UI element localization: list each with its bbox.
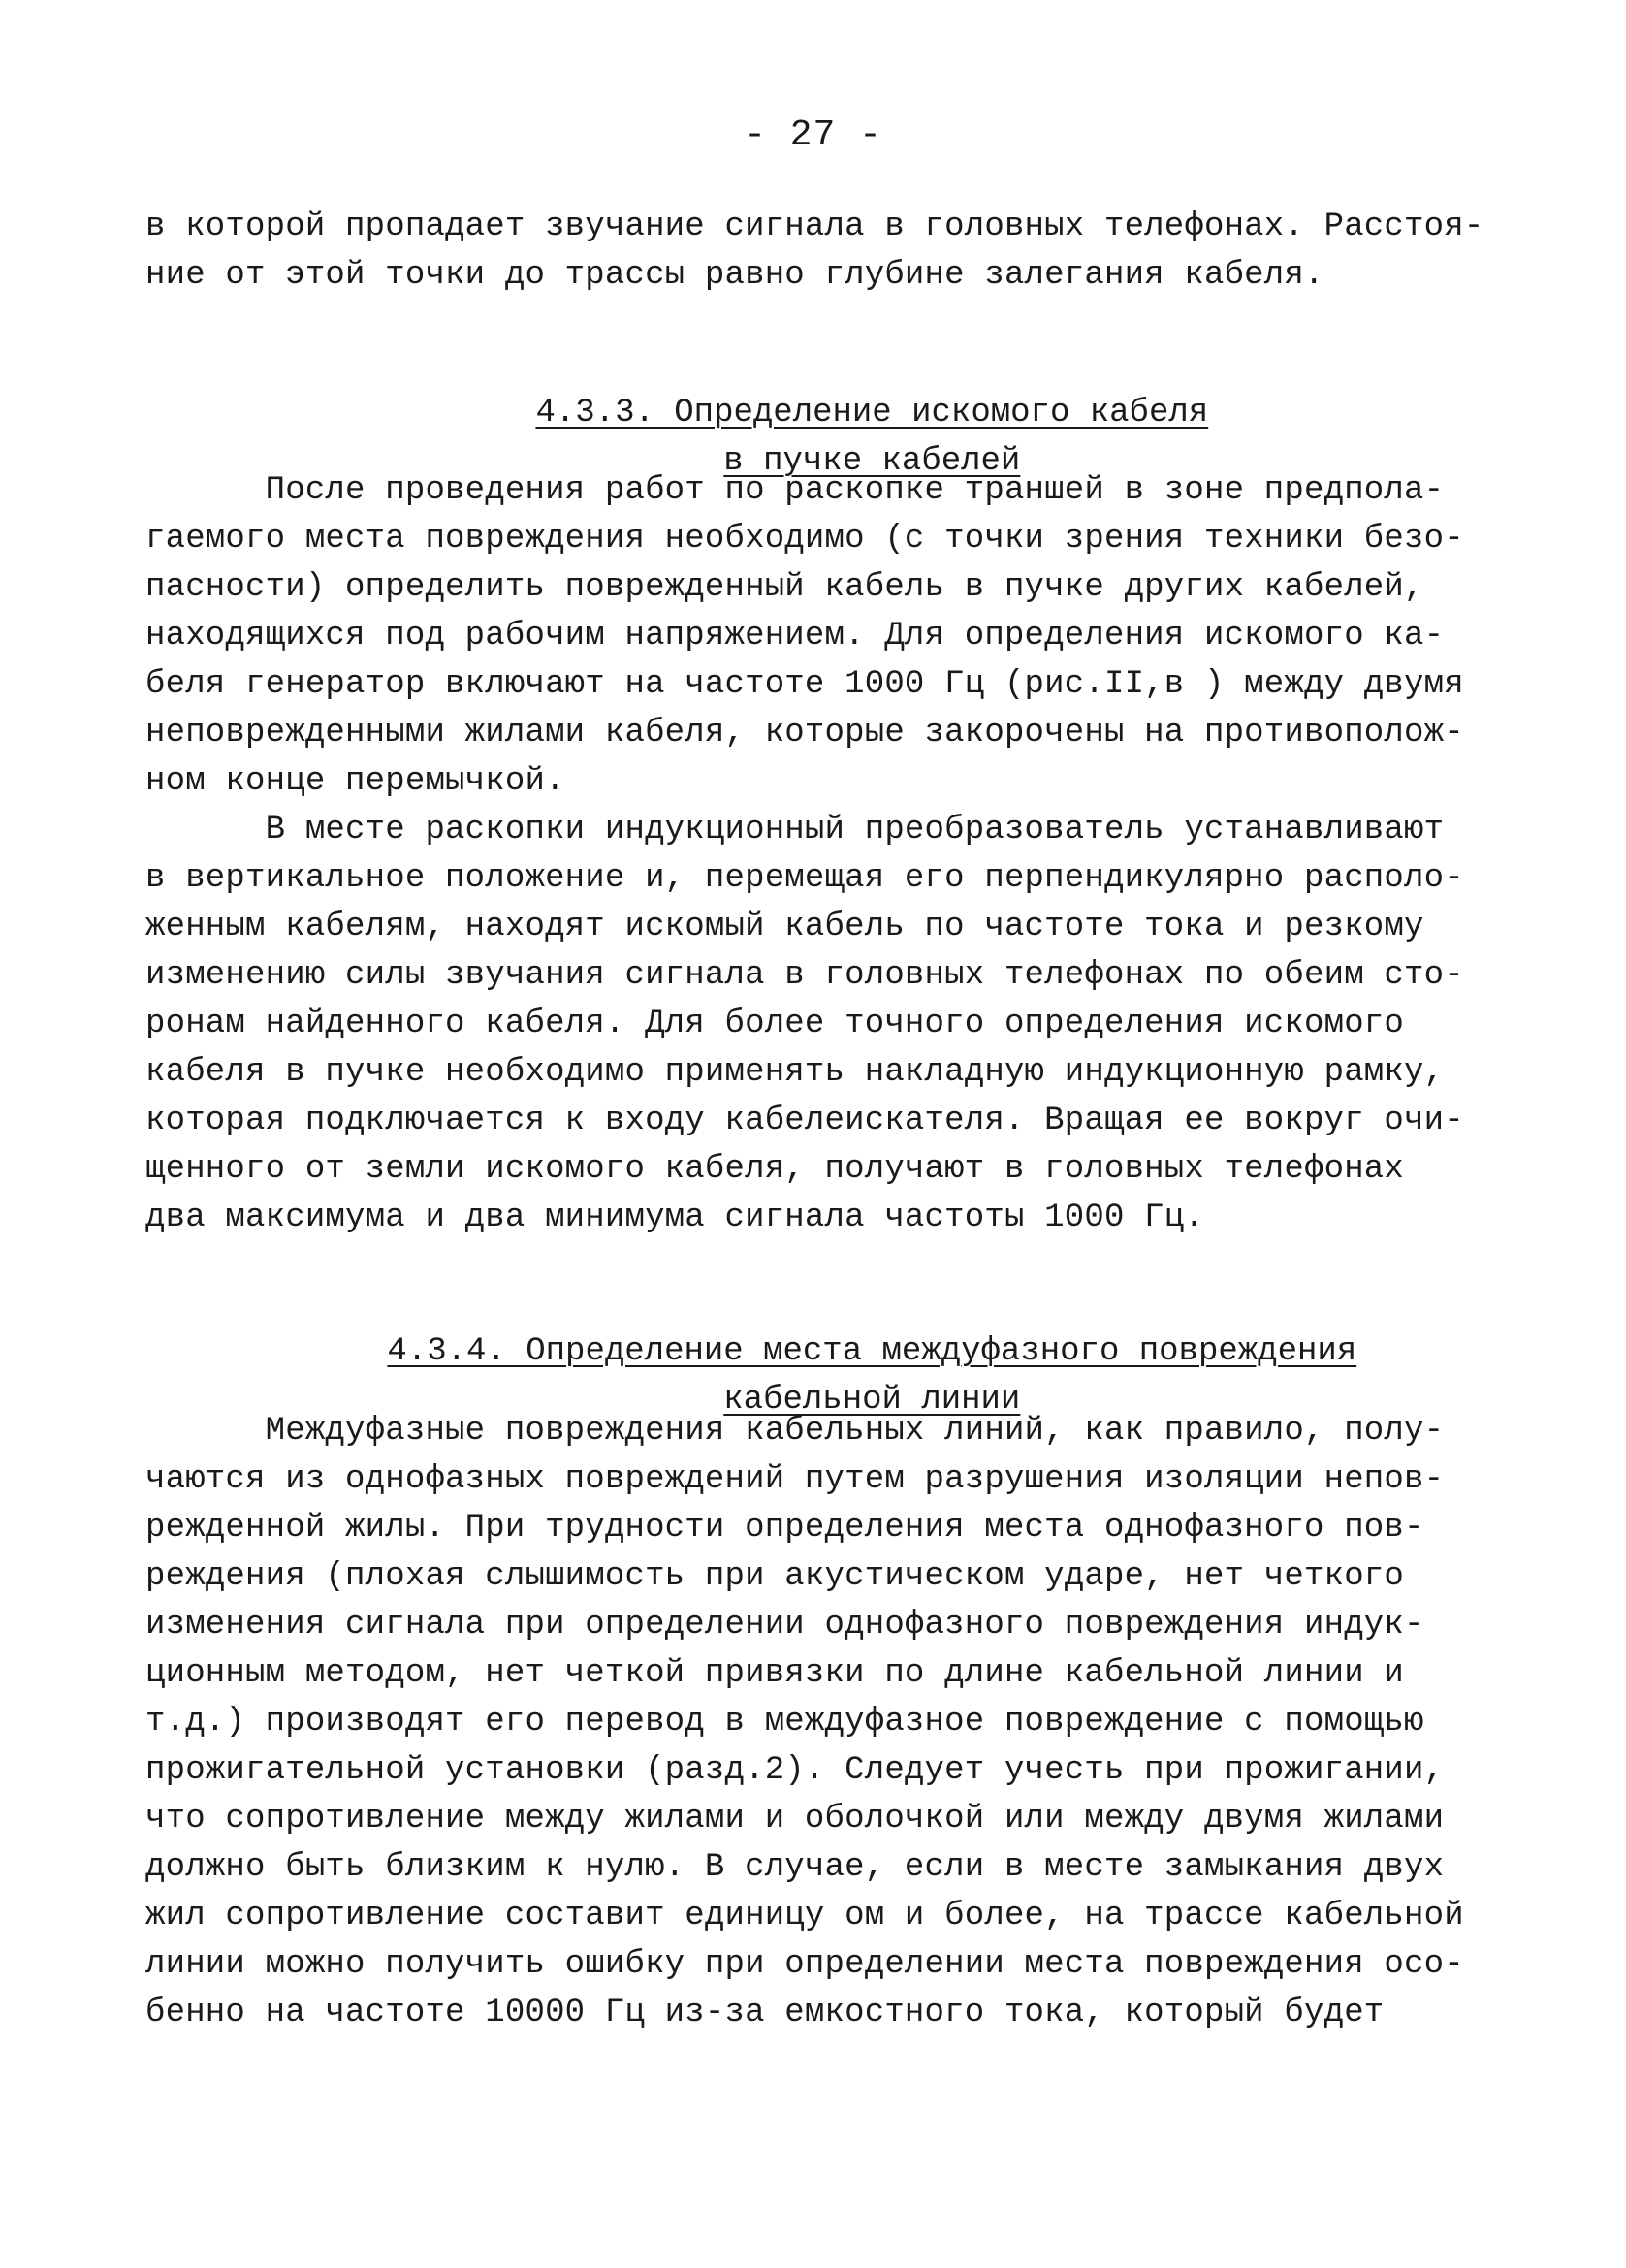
paragraph-line: гаемого места повреждения необходимо (с точки зрения техники безо- — [145, 521, 1464, 558]
page-number: - 27 - — [744, 114, 882, 156]
paragraph-line: находящихся под рабочим напряжением. Для определения искомого ка- — [145, 618, 1445, 655]
paragraph-line: реждения (плохая слышимость при акустическом ударе, нет четкого — [145, 1558, 1405, 1595]
paragraph-line: должно быть близким к нулю. В случае, если в месте замыкания двух — [145, 1849, 1445, 1886]
paragraph-line: что сопротивление между жилами и оболочкой или между двумя жилами — [145, 1801, 1445, 1837]
intro-line: в которой пропадает звучание сигнала в головных телефонах. Расстоя- — [145, 208, 1484, 245]
paragraph-line: прожигательной установки (разд.2). Следует учесть при прожигании, — [145, 1752, 1445, 1789]
paragraph-line: После проведения работ по раскопке траншей в зоне предпола- — [145, 472, 1445, 509]
paragraph-line: чаются из однофазных повреждений путем разрушения изоляции непов- — [145, 1461, 1445, 1498]
paragraph-line: беля генератор включают на частоте 1000 Гц (рис.II,в ) между двумя — [145, 666, 1464, 703]
paragraph-line: ном конце перемычкой. — [145, 763, 565, 800]
paragraph-line: режденной жилы. При трудности определения места однофазного пов- — [145, 1510, 1424, 1547]
paragraph-line: ронам найденного кабеля. Для более точного определения искомого — [145, 1006, 1405, 1042]
paragraph-line: неповрежденными жилами кабеля, которые закорочены на противополож- — [145, 715, 1464, 751]
paragraph-line: бенно на частоте 10000 Гц из-за емкостного тока, который будет — [145, 1995, 1385, 2031]
paragraph-line: т.д.) производят его перевод в междуфазное повреждение с помощью — [145, 1704, 1424, 1741]
intro-line: ние от этой точки до трассы равно глубине залегания кабеля. — [145, 257, 1324, 294]
section-heading-line: 4.3.4. Определение места междуфазного повреждения — [387, 1333, 1357, 1370]
paragraph-line: жил сопротивление составит единицу ом и более, на трассе кабельной — [145, 1898, 1464, 1934]
paragraph-line: линии можно получить ошибку при определении места повреждения осо- — [145, 1946, 1464, 1983]
paragraph-line: пасности) определить поврежденный кабель в пучке других кабелей, — [145, 569, 1424, 606]
paragraph-line: кабеля в пучке необходимо применять накладную индукционную рамку, — [145, 1054, 1445, 1091]
paragraph-line: щенного от земли искомого кабеля, получают в головных телефонах — [145, 1151, 1405, 1188]
paragraph-line: женным кабелям, находят искомый кабель по частоте тока и резкому — [145, 909, 1424, 945]
paragraph-line: изменению силы звучания сигнала в головных телефонах по обеим сто- — [145, 957, 1464, 994]
paragraph-line: два максимума и два минимума сигнала частоты 1000 Гц. — [145, 1199, 1204, 1236]
section-heading-line: кабельной линии — [723, 1382, 1021, 1419]
paragraph-line: ционным методом, нет четкой привязки по длине кабельной линии и — [145, 1655, 1405, 1692]
paragraph-line: Междуфазные повреждения кабельных линий, как правило, полу- — [145, 1413, 1445, 1450]
paragraph-line: в вертикальное положение и, перемещая его перпендикулярно располо- — [145, 860, 1464, 897]
paragraph-line: В месте раскопки индукционный преобразователь устанавливают — [145, 812, 1445, 848]
paragraph-line: изменения сигнала при определении однофазного повреждения индук- — [145, 1607, 1424, 1644]
section-heading-line: в пучке кабелей — [723, 443, 1021, 480]
section-heading-line: 4.3.3. Определение искомого кабеля — [535, 395, 1209, 431]
paragraph-line: которая подключается к входу кабелеискателя. Вращая ее вокруг очи- — [145, 1102, 1464, 1139]
